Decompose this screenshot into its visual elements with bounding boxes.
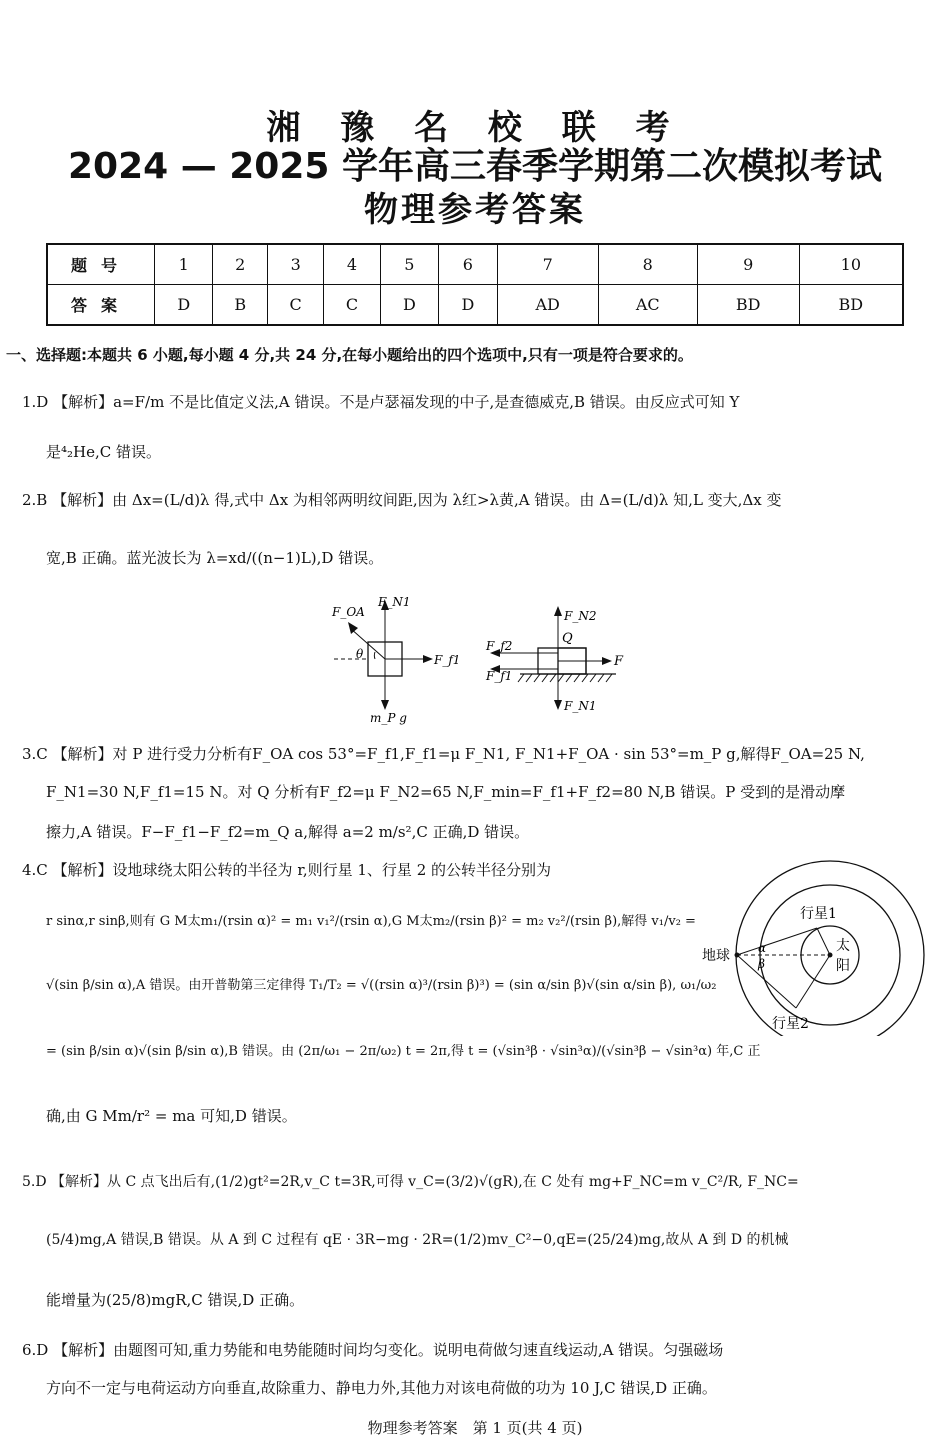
answer-cell: AC <box>598 285 697 326</box>
q4-line4: = (sin β/sin α)√(sin β/sin α),B 错误。由 (2π/ω₁ − 2π/ω₂) t = 2π,得 t = (√sin³β · √sin³α)/(√sin³β − √sin³α) 年,C 正 <box>46 1044 761 1059</box>
force-label-f: F <box>614 654 624 669</box>
force-label-foa: F_OA <box>332 605 365 619</box>
question-number: 3 <box>268 244 324 285</box>
row-label: 题号 <box>47 244 155 285</box>
label-earth: 地球 <box>702 948 730 964</box>
question-number: 8 <box>598 244 697 285</box>
q3-line3: 擦力,A 错误。F−F_f1−F_f2=m_Q a,解得 a=2 m/s²,C 正确,D 错误。 <box>46 823 530 841</box>
question-number: 6 <box>439 244 497 285</box>
question-number: 4 <box>324 244 380 285</box>
answer-cell: BD <box>697 285 799 326</box>
answer-table-number-row <box>47 244 903 285</box>
angle-theta: θ <box>356 647 364 661</box>
force-label-fn1-right: F_N1 <box>564 699 597 713</box>
angle-beta: β <box>758 957 765 971</box>
answer-cell: D <box>155 285 213 326</box>
row-label: 答案 <box>47 285 155 326</box>
q2-line1: 2.B 【解析】由 Δx=(L/d)λ 得,式中 Δx 为相邻两明纹间距,因为 λ红>λ黄,A 错误。由 Δ=(L/d)λ 知,L 变大,Δx 变 <box>22 491 782 509</box>
q1-line1: 1.D 【解析】a=F/m 不是比值定义法,A 错误。不是卢瑟福发现的中子,是查德威克,B 错误。由反应式可知 Y <box>22 393 740 411</box>
force-label-ff1: F_f1 <box>434 653 461 667</box>
document-title: 物理参考答案 <box>364 190 586 230</box>
q6-line2: 方向不一定与电荷运动方向垂直,故除重力、静电力外,其他力对该电荷做的功为 10 J,C 错误,D 正确。 <box>46 1379 717 1397</box>
force-label-ff1-right: F_f1 <box>486 669 513 683</box>
q4-line3: √(sin β/sin α),A 错误。由开普勒第三定律得 T₁/T₂ = √((rsin α)³/(rsin β)³) = (sin α/sin β)√(sin α/sin β), ω₁/ω₂ <box>46 978 717 993</box>
q4-line5: 确,由 G Mm/r² = ma 可知,D 错误。 <box>46 1107 297 1125</box>
answer-cell: BD <box>799 285 903 326</box>
orbit-diagram <box>700 856 930 1036</box>
answer-cell: D <box>439 285 497 326</box>
section-heading: 一、选择题:本题共 6 小题,每小题 4 分,共 24 分,在每小题给出的四个选项中,只有一项是符合要求的。 <box>6 346 693 364</box>
angle-alpha: α <box>758 941 767 955</box>
q4-line1: 4.C 【解析】设地球绕太阳公转的半径为 r,则行星 1、行星 2 的公转半径分别为 <box>22 861 552 879</box>
q2-line2: 宽,B 正确。蓝光波长为 λ=xd/((n−1)L),D 错误。 <box>46 549 384 567</box>
label-sun-2: 阳 <box>836 958 850 974</box>
question-number: 7 <box>497 244 598 285</box>
page-footer: 物理参考答案 第 1 页(共 4 页) <box>367 1419 583 1437</box>
force-diagram-right <box>485 606 624 713</box>
q5-line3: 能增量为(25/8)mgR,C 错误,D 正确。 <box>46 1291 305 1309</box>
answer-cell: C <box>268 285 324 326</box>
label-sun-1: 太 <box>836 938 850 954</box>
answer-cell: B <box>213 285 268 326</box>
q5-line2: (5/4)mg,A 错误,B 错误。从 A 到 C 过程有 qE · 3R−mg · 2R=(1/2)mv_C²−0,qE=(25/24)mg,故从 A 到 D 的机械 <box>46 1232 789 1248</box>
question-number: 10 <box>799 244 903 285</box>
q3-line1: 3.C 【解析】对 P 进行受力分析有F_OA cos 53°=F_f1,F_f1=μ F_N1, F_N1+F_OA · sin 53°=m_P g,解得F_OA=25 N, <box>22 745 865 763</box>
answer-cell: C <box>324 285 380 326</box>
force-diagram <box>320 592 630 730</box>
q1-line2: 是⁴₂He,C 错误。 <box>46 443 161 461</box>
question-number: 2 <box>213 244 268 285</box>
force-label-fn2: F_N2 <box>564 609 597 623</box>
force-label-ff2: F_f2 <box>486 639 513 653</box>
force-label-mpg: m_P g <box>370 711 407 725</box>
q3-line2: F_N1=30 N,F_f1=15 N。对 Q 分析有F_f2=μ F_N2=65 N,F_min=F_f1+F_f2=80 N,B 错误。P 受到的是滑动摩 <box>46 783 846 801</box>
question-number: 9 <box>697 244 799 285</box>
q6-line1: 6.D 【解析】由题图可知,重力势能和电势能随时间均匀变化。说明电荷做匀速直线运动,A 错误。匀强磁场 <box>22 1341 724 1359</box>
q5-line1: 5.D 【解析】从 C 点飞出后有,(1/2)gt²=2R,v_C t=3R,可得 v_C=(3/2)√(gR),在 C 处有 mg+F_NC=m v_C²/R, F_NC= <box>22 1174 799 1190</box>
q4-line2: r sinα,r sinβ,则有 G M太m₁/(rsin α)² = m₁ v₁²/(rsin α),G M太m₂/(rsin β)² = m₂ v₂²/(rsin β),解得 v₁/v₂ = <box>46 914 696 929</box>
answer-cell: AD <box>497 285 598 326</box>
question-number: 1 <box>155 244 213 285</box>
exam-org-title: 湘 豫 名 校 联 考 <box>266 108 684 148</box>
answer-table <box>46 243 904 326</box>
block-label-q: Q <box>562 631 573 646</box>
answer-table-answer-row <box>47 285 903 326</box>
force-diagram-left <box>331 595 460 725</box>
force-label-fn1: F_N1 <box>378 595 411 609</box>
question-number: 5 <box>380 244 438 285</box>
exam-title: 2024 — 2025 学年高三春季学期第二次模拟考试 <box>68 146 882 187</box>
label-planet1: 行星1 <box>800 906 837 922</box>
label-planet2: 行星2 <box>772 1016 809 1032</box>
answer-cell: D <box>380 285 438 326</box>
